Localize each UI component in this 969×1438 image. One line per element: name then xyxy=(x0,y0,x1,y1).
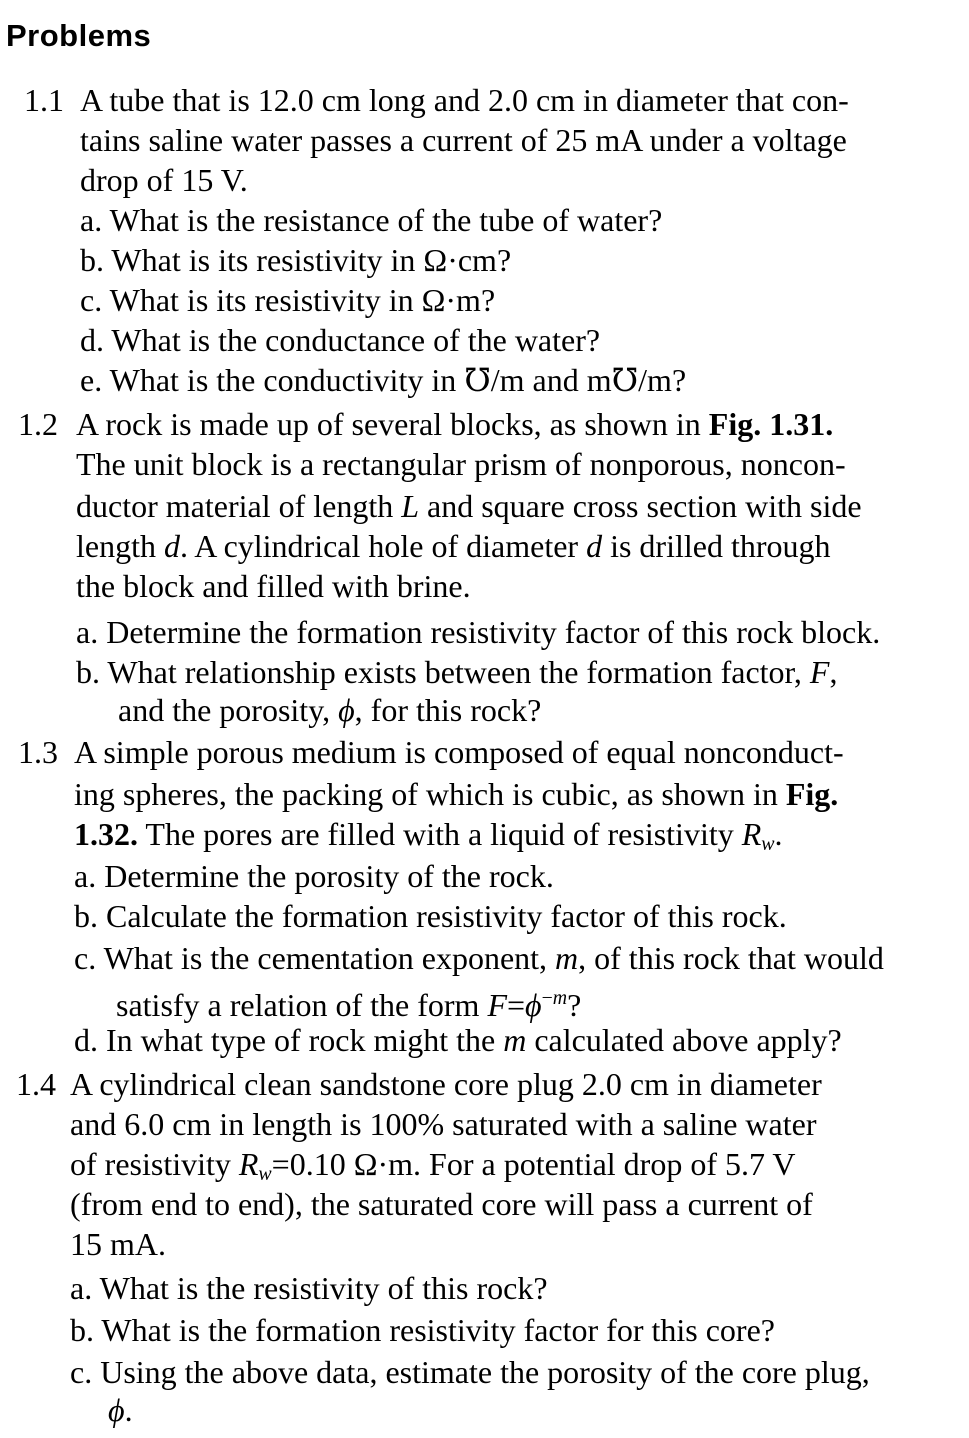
statement-text: of resistivity $R_w=0.10$ Ω·m. For a potential drop of 5.7 V xyxy=(70,1146,796,1185)
problem-number: 1.3 xyxy=(18,734,58,770)
problem-statement-line xyxy=(76,566,471,606)
sub-question-continuation: and the porosity, ϕ, for this rock? xyxy=(118,692,542,728)
problem-statement-line xyxy=(76,444,846,484)
sub-question: d. In what type of rock might the m calculated above apply? xyxy=(74,1022,842,1058)
statement-text: A rock is made up of several blocks, as shown in Fig. 1.31. xyxy=(76,406,834,442)
sub-question: c. Using the above data, estimate the porosity of the core plug, xyxy=(70,1354,870,1390)
statement-text: tains saline water passes a current of 25 mA under a voltage xyxy=(80,122,847,158)
section-heading: Problems xyxy=(6,18,152,53)
statement-text: A cylindrical clean sandstone core plug 2.0 cm in diameter xyxy=(70,1066,822,1102)
statement-text: 1.32. The pores are filled with a liquid of resistivity $R_w$. xyxy=(74,816,783,855)
statement-text: 15 mA. xyxy=(70,1226,166,1262)
problem-statement-line xyxy=(24,80,849,120)
problem-statement-line xyxy=(70,1224,166,1264)
sub-question: b. Calculate the formation resistivity factor of this rock. xyxy=(74,898,787,934)
sub-question: c. What is its resistivity in Ω·m? xyxy=(80,282,496,318)
sub-question: b. What relationship exists between the formation factor, F, xyxy=(76,654,838,690)
statement-text: length d. A cylindrical hole of diameter d is drilled through xyxy=(76,528,831,564)
sub-question: c. What is the cementation exponent, m, of this rock that would xyxy=(74,940,884,976)
statement-text: ing spheres, the packing of which is cubic, as shown in Fig. xyxy=(74,776,839,812)
problem-statement-line xyxy=(76,526,831,566)
problem-number: 1.1 xyxy=(24,82,64,118)
problem-number: 1.4 xyxy=(16,1066,56,1102)
problem-statement-line xyxy=(70,1104,816,1144)
statement-text: A tube that is 12.0 cm long and 2.0 cm in diameter that con- xyxy=(80,82,849,118)
problem-statement-line xyxy=(18,404,834,444)
sub-question-continuation: satisfy a relation of the form $F=\phi^{-m}$? xyxy=(116,986,582,1023)
sub-question: a. Determine the porosity of the rock. xyxy=(74,858,554,894)
sub-question: e. What is the conductivity in ℧/m and m℧/m? xyxy=(80,362,687,398)
statement-text: The unit block is a rectangular prism of nonporous, noncon- xyxy=(76,446,846,482)
problem-statement-line xyxy=(80,160,248,200)
problem-statement-line xyxy=(18,732,844,772)
statement-text: ductor material of length L and square cross section with side xyxy=(76,488,862,524)
problem-statement-line xyxy=(70,1184,813,1224)
sub-question: a. Determine the formation resistivity factor of this rock block. xyxy=(76,614,881,650)
sub-question: a. What is the resistance of the tube of water? xyxy=(80,202,663,238)
problem-number: 1.2 xyxy=(18,406,58,442)
problem-statement-line xyxy=(80,120,847,160)
statement-text: the block and filled with brine. xyxy=(76,568,471,604)
sub-question: b. What is its resistivity in Ω·cm? xyxy=(80,242,512,278)
sub-question-continuation: ϕ. xyxy=(108,1392,133,1428)
problem-statement-line xyxy=(76,486,862,526)
statement-text: A simple porous medium is composed of equal nonconduct- xyxy=(74,734,844,770)
sub-question: b. What is the formation resistivity factor for this core? xyxy=(70,1312,775,1348)
problem-statement-line xyxy=(16,1064,822,1104)
sub-question: a. What is the resistivity of this rock? xyxy=(70,1270,548,1306)
statement-text: and 6.0 cm in length is 100% saturated with a saline water xyxy=(70,1106,817,1142)
sub-question: d. What is the conductance of the water? xyxy=(80,322,601,358)
statement-text: (from end to end), the saturated core will pass a current of xyxy=(70,1186,813,1222)
problem-statement-line xyxy=(74,774,838,814)
statement-text: drop of 15 V. xyxy=(80,162,248,198)
